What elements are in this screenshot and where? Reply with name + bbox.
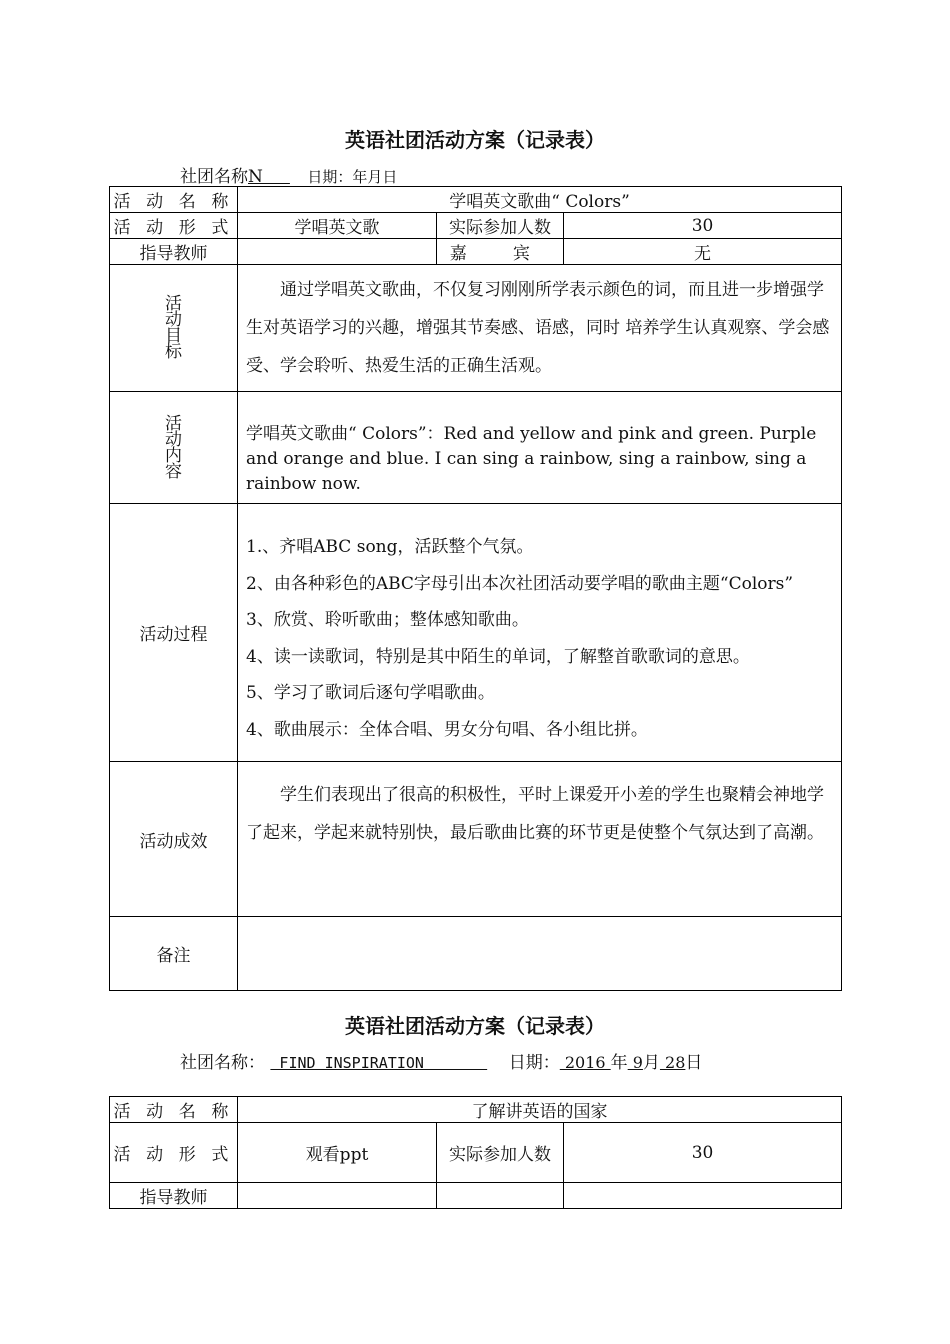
activity-form-label: 活 动 形 式 — [110, 1123, 238, 1183]
record1-meta — [180, 162, 397, 187]
activity-form-value: 观看ppt — [238, 1123, 437, 1183]
participant-count-value: 30 — [564, 1123, 842, 1183]
participant-count-label: 实际参加人数 — [437, 1123, 564, 1183]
activity-name-value: 了解讲英语的国家 — [238, 1097, 842, 1123]
process-step: 1.、齐唱ABC song，活跃整个气氛。 — [246, 537, 534, 557]
result-text: 学生们表现出了很高的积极性，平时上课爱开小差的学生也聚精会神地学了起来，学起来就特别快，最后歌曲比赛的环节更是使整个气氛达到了高潮。 — [238, 762, 842, 917]
club-name-value: N — [248, 167, 290, 187]
row-activity-name — [110, 1097, 842, 1123]
activity-name-value: 学唱英文歌曲“ Colors” — [238, 187, 842, 213]
date-label: 日期： — [508, 1053, 560, 1073]
guest-value: 无 — [564, 239, 842, 265]
club-name-label: 社团名称 — [180, 167, 248, 187]
extra-cell — [564, 1183, 842, 1209]
teacher-value — [238, 239, 437, 265]
date-day: 28 — [659, 1053, 686, 1072]
activity-name-label: 活 动 名 称 — [110, 187, 238, 213]
date-label: 日期：年月日 — [307, 168, 398, 186]
date-year: 2016 — [559, 1053, 611, 1072]
record1-title: 英语社团活动方案（记录表） — [345, 128, 605, 152]
content-text: 学唱英文歌曲“ Colors”：Red and yellow and pink and green. Purple and orange and blue. I can sing a rainbow, sing a rainbow, sing a rainbow now. — [238, 392, 842, 504]
club-name-label: 社团名称： — [180, 1053, 265, 1073]
process-label: 活动过程 — [110, 504, 238, 762]
record2-title: 英语社团活动方案（记录表） — [345, 1014, 605, 1038]
teacher-label: 指导教师 — [110, 1183, 238, 1209]
row-note — [110, 917, 842, 991]
activity-name-label: 活 动 名 称 — [110, 1097, 238, 1123]
content-label: 活 动 内 容 — [110, 392, 238, 504]
row-result — [110, 762, 842, 917]
process-step: 5、学习了歌词后逐句学唱歌曲。 — [246, 683, 495, 703]
participant-count-label: 实际参加人数 — [437, 213, 564, 239]
record2-meta — [180, 1048, 702, 1073]
record1-table — [109, 186, 842, 991]
result-label: 活动成效 — [110, 762, 238, 917]
extra-cell — [437, 1183, 564, 1209]
day-char: 日 — [685, 1053, 703, 1073]
participant-count-value: 30 — [564, 213, 842, 239]
process-step: 3、欣赏、聆听歌曲；整体感知歌曲。 — [246, 610, 529, 630]
process-steps — [238, 504, 842, 762]
row-process — [110, 504, 842, 762]
note-value — [238, 917, 842, 991]
row-content — [110, 392, 842, 504]
row-goal — [110, 265, 842, 392]
row-teacher — [110, 1183, 842, 1209]
date-month: 9 — [627, 1053, 643, 1072]
activity-form-label: 活 动 形 式 — [110, 213, 238, 239]
goal-text: 通过学唱英文歌曲，不仅复习刚刚所学表示颜色的词，而且进一步增强学生对英语学习的兴趣，增强其节奏感、语感，同时 培养学生认真观察、学会感受、学会聆听、热爱生活的正确生活观。 — [238, 265, 842, 392]
activity-form-value: 学唱英文歌 — [238, 213, 437, 239]
year-char: 年 — [610, 1053, 628, 1073]
club-name-value: FIND INSPIRATION — [270, 1054, 488, 1072]
teacher-label: 指导教师 — [110, 239, 238, 265]
note-label: 备注 — [110, 917, 238, 991]
goal-label: 活 动 目 标 — [110, 265, 238, 392]
row-activity-name — [110, 187, 842, 213]
month-char: 月 — [642, 1053, 660, 1073]
row-activity-form — [110, 1123, 842, 1183]
row-teacher — [110, 239, 842, 265]
process-step: 4、读一读歌词，特别是其中陌生的单词，了解整首歌歌词的意思。 — [246, 646, 750, 667]
guest-label: 嘉 宾 — [437, 239, 564, 265]
process-step: 2、由各种彩色的ABC字母引出本次社团活动要学唱的歌曲主题“Colors” — [246, 573, 794, 594]
row-activity-form — [110, 213, 842, 239]
record2-table — [109, 1096, 842, 1209]
teacher-value — [238, 1183, 437, 1209]
process-step: 4、歌曲展示：全体合唱、男女分句唱、各小组比拼。 — [246, 719, 648, 740]
